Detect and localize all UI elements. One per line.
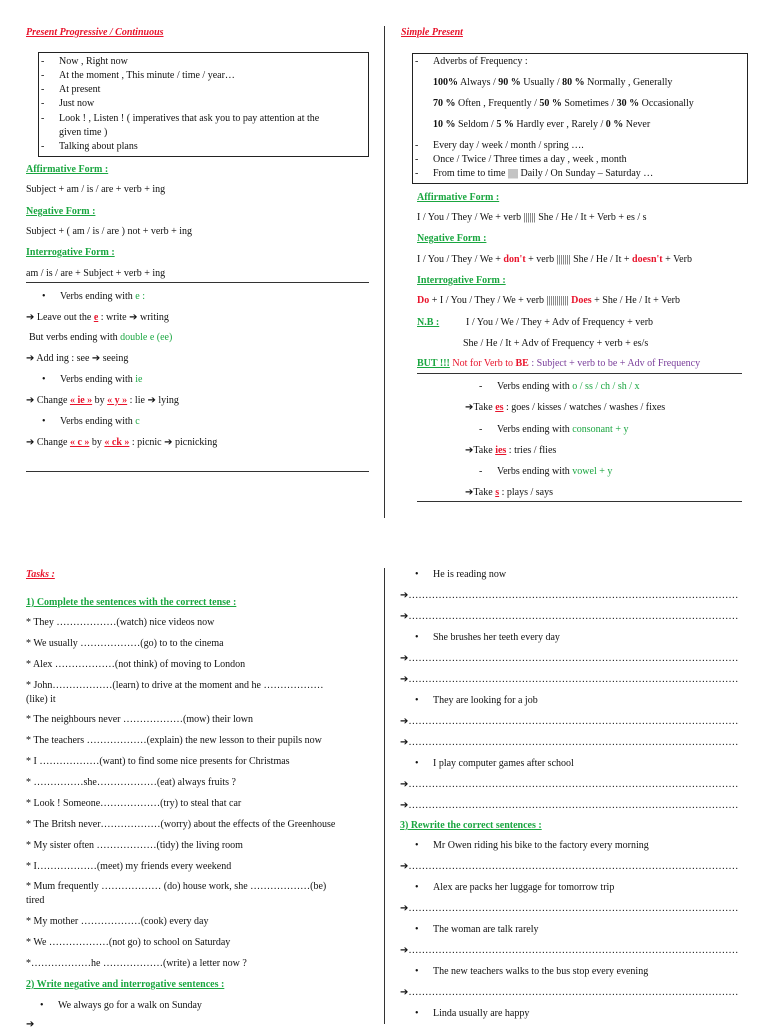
answer-dots: ………………………………………………………………………………………: [408, 674, 739, 685]
answer-line[interactable]: [400, 590, 738, 601]
use-item: - At the moment , This minute / time / year…: [59, 70, 235, 81]
right-arrow-icon: ➔: [400, 779, 409, 790]
rule-suffix: ies: [495, 445, 507, 456]
right-arrow-icon: ➔: [400, 653, 409, 664]
rule-text: : plays / says: [501, 487, 553, 498]
percent: 0 %: [605, 119, 624, 130]
answer-line[interactable]: [400, 800, 738, 811]
answer-line[interactable]: [400, 903, 738, 914]
rule-e-arrow: [26, 312, 169, 323]
rule-text: : tries / flies: [508, 445, 557, 456]
percent: 100%: [433, 77, 458, 88]
task1-item: * My mother ………………(cook) every day: [26, 916, 209, 927]
interrogative-text: [417, 295, 680, 306]
rule-text: Take: [473, 445, 493, 456]
task-sentence: • Alex are packs her luggage for tomorrow trip: [433, 882, 614, 893]
rule-text: : write: [100, 312, 127, 323]
task-sentence: • She brushes her teeth every day: [433, 632, 560, 643]
rule-text: : goes / kisses / watches / washes / fixes: [506, 402, 666, 413]
task-sentence: • The woman are talk rarely: [433, 924, 539, 935]
rule-text: Change: [36, 437, 68, 448]
divider: [26, 282, 369, 283]
but-label: BUT !!!: [417, 358, 450, 369]
task1-item: * I………………(meet) my friends every weekend: [26, 861, 232, 872]
take-rule: [465, 487, 553, 498]
answer-line[interactable]: [400, 674, 738, 685]
percent: 30 %: [616, 98, 640, 109]
form-keyword: doesn't: [632, 254, 663, 265]
freq-word: Often , Frequently /: [455, 98, 540, 109]
rule-text: Verbs ending with: [497, 381, 570, 392]
right-arrow-icon: ➔: [400, 945, 409, 956]
rule-ee: [29, 332, 172, 343]
rule-suffix: es: [495, 402, 504, 413]
task1-item: * The Britsh never………………(worry) about the effects of the Greenhouse: [26, 819, 336, 830]
but-text: Not for Verb to: [452, 358, 514, 369]
percent: 90 %: [498, 77, 521, 88]
right-arrow-icon: ➔: [400, 903, 409, 914]
answer-dots: ………………………………………………………………………………………: [408, 945, 739, 956]
affirmative-label: Affirmative Form :: [417, 192, 500, 203]
use-item: - Just now: [59, 98, 94, 109]
use-item: - Talking about plans: [59, 141, 138, 152]
take-rule: [465, 402, 665, 413]
task-sentence: • They are looking for a job: [433, 695, 538, 706]
rule-green: c: [135, 416, 140, 427]
rule-result: writing: [139, 312, 169, 323]
right-arrow-icon: ➔: [147, 395, 156, 406]
right-arrow-icon: ➔: [400, 861, 409, 872]
nb-text: I / You / We / They + Adv of Frequency + verb: [466, 317, 654, 328]
negative-label: Negative Form :: [26, 206, 96, 217]
answer-line[interactable]: [400, 611, 738, 622]
rule-suffix: s: [495, 487, 500, 498]
time-expression: - Every day / week / month / spring ….: [433, 140, 584, 151]
answer-dots: ………………………………………………………………………………………: [408, 987, 739, 998]
answer-line[interactable]: [400, 779, 738, 790]
rule-text: Add ing : see: [36, 353, 90, 364]
use-item: - At present: [59, 84, 100, 95]
freq-word: Always /: [458, 77, 499, 88]
answer-line[interactable]: [400, 716, 738, 727]
interrogative-label: Interrogative Form :: [26, 247, 115, 258]
freq-row: [433, 119, 650, 130]
rule-text: Change: [36, 395, 68, 406]
negative-text: [417, 254, 692, 265]
task1-item: * ……………she………………(eat) always fruits ?: [26, 777, 236, 788]
divider: [26, 471, 369, 472]
form-keyword: Do: [417, 295, 430, 306]
answer-dots: ………………………………………………………………………………………: [408, 903, 739, 914]
form-text: + verb ||||||| She / He / It +: [525, 254, 633, 265]
affirmative-text: I / You / They / We + verb |||||| She / He / It + Verb + es / s: [417, 212, 647, 223]
right-arrow-icon: ➔: [91, 353, 101, 364]
percent: 70 %: [433, 98, 456, 109]
answer-line[interactable]: [400, 945, 738, 956]
right-arrow-icon: ➔: [465, 445, 474, 456]
rule-result: seeing: [102, 353, 129, 364]
nb-label: N.B :: [417, 317, 440, 328]
percent: 10 %: [433, 119, 456, 130]
right-arrow-icon: ➔: [400, 716, 409, 727]
use-item: - Now , Right now: [59, 56, 128, 67]
nb-text: She / He / It + Adv of Frequency + verb + es/s: [463, 338, 649, 349]
percent: 5 %: [496, 119, 514, 130]
use-item: - Look ! , Listen ! ( imperatives that ask you to pay attention at the: [59, 113, 319, 124]
frequency-box: [412, 53, 748, 184]
task1-item: * The neighbours never ………………(mow) their lown: [26, 714, 253, 725]
freq-word: Hardly ever , Rarely /: [513, 119, 606, 130]
freq-word: Usually /: [520, 77, 563, 88]
negative-text: Subject + ( am / is / are ) not + verb + ing: [26, 226, 193, 237]
rule-green: o / ss / ch / sh / x: [572, 381, 640, 392]
rule-green: consonant + y: [572, 424, 629, 435]
rule-text: by: [91, 437, 102, 448]
form-keyword: don't: [503, 254, 526, 265]
answer-dots: ………………………………………………………………………………………: [408, 737, 739, 748]
task1-item: (like) it: [26, 694, 56, 705]
use-item-cont: given time ): [59, 127, 108, 138]
but-note: [417, 358, 700, 369]
task1-item: * Mum frequently ……………… (do) house work, she ………………(be): [26, 881, 327, 892]
affirmative-label: Affirmative Form :: [26, 164, 109, 175]
rule-green: e :: [135, 291, 145, 302]
right-arrow-icon: ➔: [129, 312, 138, 323]
rule-green: double e (ee): [120, 332, 173, 343]
right-arrow-icon: ➔: [465, 487, 474, 498]
answer-line[interactable]: [400, 653, 738, 664]
page-title-progressive: Present Progressive / Continuous: [26, 27, 164, 38]
answer-line[interactable]: [400, 737, 738, 748]
task1-item: * The teachers ………………(explain) the new lesson to their pupils now: [26, 735, 322, 746]
right-arrow-icon: ➔: [26, 437, 35, 448]
right-arrow-icon: ➔: [400, 987, 409, 998]
divider: [417, 373, 742, 374]
right-arrow-icon: ➔: [400, 674, 409, 685]
interrogative-label: Interrogative Form :: [417, 275, 506, 286]
divider: [417, 501, 742, 502]
rule-text: Take: [473, 487, 493, 498]
rule-from: « ie »: [69, 395, 93, 406]
rule-e-bullet: [60, 291, 145, 302]
percent: 50 %: [539, 98, 562, 109]
tasks-title: Tasks :: [26, 569, 55, 580]
right-arrow-icon: ➔: [400, 611, 409, 622]
adverbs-label: - Adverbs of Frequency :: [433, 56, 528, 67]
ending-rule: [497, 424, 628, 435]
right-arrow-icon: ➔: [164, 437, 173, 448]
rule-result: lying: [158, 395, 179, 406]
rule-to: « y »: [107, 395, 128, 406]
right-arrow-icon: ➔: [26, 312, 35, 323]
rule-text: : lie: [129, 395, 145, 406]
percent: 80 %: [562, 77, 585, 88]
rule-c-bullet: [60, 416, 140, 427]
answer-dots: ………………………………………………………………………………………: [408, 716, 739, 727]
answer-dots: ………………………………………………………………………………………: [408, 800, 739, 811]
rule-ie-bullet: [60, 374, 143, 385]
task3-heading: 3) Rewrite the correct sentences :: [400, 820, 542, 831]
form-text: + I / You / They / We + verb |||||||||||: [429, 295, 572, 306]
task1-heading: 1) Complete the sentences with the correct tense :: [26, 597, 237, 608]
task-sentence: • Linda usually are happy: [433, 1008, 529, 1019]
answer-dots: ………………………………………………………………………………………: [408, 861, 739, 872]
task1-item: tired: [26, 895, 45, 906]
rule-text: Verbs ending with: [60, 374, 133, 385]
ending-rule: [497, 466, 612, 477]
form-text: + She / He / It + Verb: [591, 295, 680, 306]
answer-dots: ………………………………………………………………………………………: [408, 611, 739, 622]
answer-dots: ………………………………………………………………………………………: [408, 779, 739, 790]
rule-text: Verbs ending with: [497, 466, 570, 477]
freq-word: Occasionally: [639, 98, 694, 109]
rule-ie-arrow: [26, 395, 179, 406]
rule-text: Leave out the: [36, 312, 92, 323]
right-arrow-icon: ➔: [26, 353, 35, 364]
freq-word: Never: [623, 119, 651, 130]
answer-dots: ………………………………………………………………………………………: [408, 653, 739, 664]
task1-item: * Look ! Someone………………(try) to steal that car: [26, 798, 242, 809]
rule-text: Verbs ending with: [60, 291, 133, 302]
form-text: + Verb: [662, 254, 692, 265]
uses-box: [38, 52, 369, 157]
task1-item: *………………he ………………(write) a letter now ?: [26, 958, 247, 969]
task1-item: * John………………(learn) to drive at the moment and he ………………: [26, 680, 324, 691]
page-title-simple-present: Simple Present: [401, 27, 463, 38]
rule-to: « ck »: [104, 437, 130, 448]
right-arrow-icon: ➔: [400, 800, 409, 811]
answer-line[interactable]: [400, 987, 738, 998]
task-sentence: • Mr Owen riding his bike to the factory every morning: [433, 840, 649, 851]
task-sentence: • The new teachers walks to the bus stop every evening: [433, 966, 648, 977]
rule-result: picnicking: [175, 437, 218, 448]
task1-item: * They ………………(watch) nice videos now: [26, 617, 215, 628]
rule-text: : picnic: [131, 437, 162, 448]
task1-item: * We usually ………………(go) to to the cinema: [26, 638, 224, 649]
take-rule: [465, 445, 556, 456]
rule-text: by: [94, 395, 105, 406]
rule-letter: e: [93, 312, 99, 323]
freq-row: [433, 77, 672, 88]
task2-sentence: • We always go for a walk on Sunday: [58, 1000, 202, 1011]
column-divider: [384, 26, 385, 518]
task1-item: * We ………………(not go) to school on Saturday: [26, 937, 231, 948]
rule-c-arrow: [26, 437, 217, 448]
but-formula: : Subject + verb to be + Adv of Frequency: [531, 358, 701, 369]
affirmative-text: Subject + am / is / are + verb + ing: [26, 184, 166, 195]
right-arrow-icon: ➔: [26, 395, 35, 406]
task2-heading: 2) Write negative and interrogative sentences :: [26, 979, 225, 990]
form-keyword: Does: [571, 295, 592, 306]
task1-item: * My sister often ………………(tidy) the living room: [26, 840, 243, 851]
freq-word: Normally , Generally: [584, 77, 673, 88]
rule-text: But verbs ending with: [29, 332, 118, 343]
time-expression: - Once / Twice / Three times a day , week , month: [433, 154, 627, 165]
time-expression: - From time to time ||||| Daily / On Sunday – Saturday …: [433, 168, 653, 179]
rule-text: Verbs ending with: [60, 416, 133, 427]
negative-label: Negative Form :: [417, 233, 487, 244]
task-sentence: • I play computer games after school: [433, 758, 574, 769]
right-arrow-icon: ➔: [400, 590, 409, 601]
freq-word: Seldom /: [455, 119, 497, 130]
column-divider: [384, 568, 385, 1024]
rule-green: vowel + y: [572, 466, 613, 477]
right-arrow-icon: ➔: [26, 1019, 35, 1030]
answer-dots: ………………………………………………………………………………………: [408, 590, 739, 601]
right-arrow-icon: ➔: [465, 402, 474, 413]
rule-text: Verbs ending with: [497, 424, 570, 435]
form-text: I / You / They / We +: [417, 254, 504, 265]
ending-rule: [497, 381, 640, 392]
interrogative-text: am / is / are + Subject + verb + ing: [26, 268, 166, 279]
answer-line[interactable]: [26, 1019, 34, 1030]
freq-word: Sometimes /: [561, 98, 617, 109]
task1-item: * I ………………(want) to find some nice presents for Christmas: [26, 756, 290, 767]
rule-ee-arrow: [26, 353, 128, 364]
answer-line[interactable]: [400, 861, 738, 872]
rule-from: « c »: [69, 437, 90, 448]
rule-green: ie: [135, 374, 143, 385]
rule-text: Take: [473, 402, 493, 413]
but-keyword: BE: [515, 358, 529, 369]
task1-item: * Alex ………………(not think) of moving to London: [26, 659, 246, 670]
task-sentence: • He is reading now: [433, 569, 506, 580]
freq-row: [433, 98, 694, 109]
right-arrow-icon: ➔: [400, 737, 409, 748]
